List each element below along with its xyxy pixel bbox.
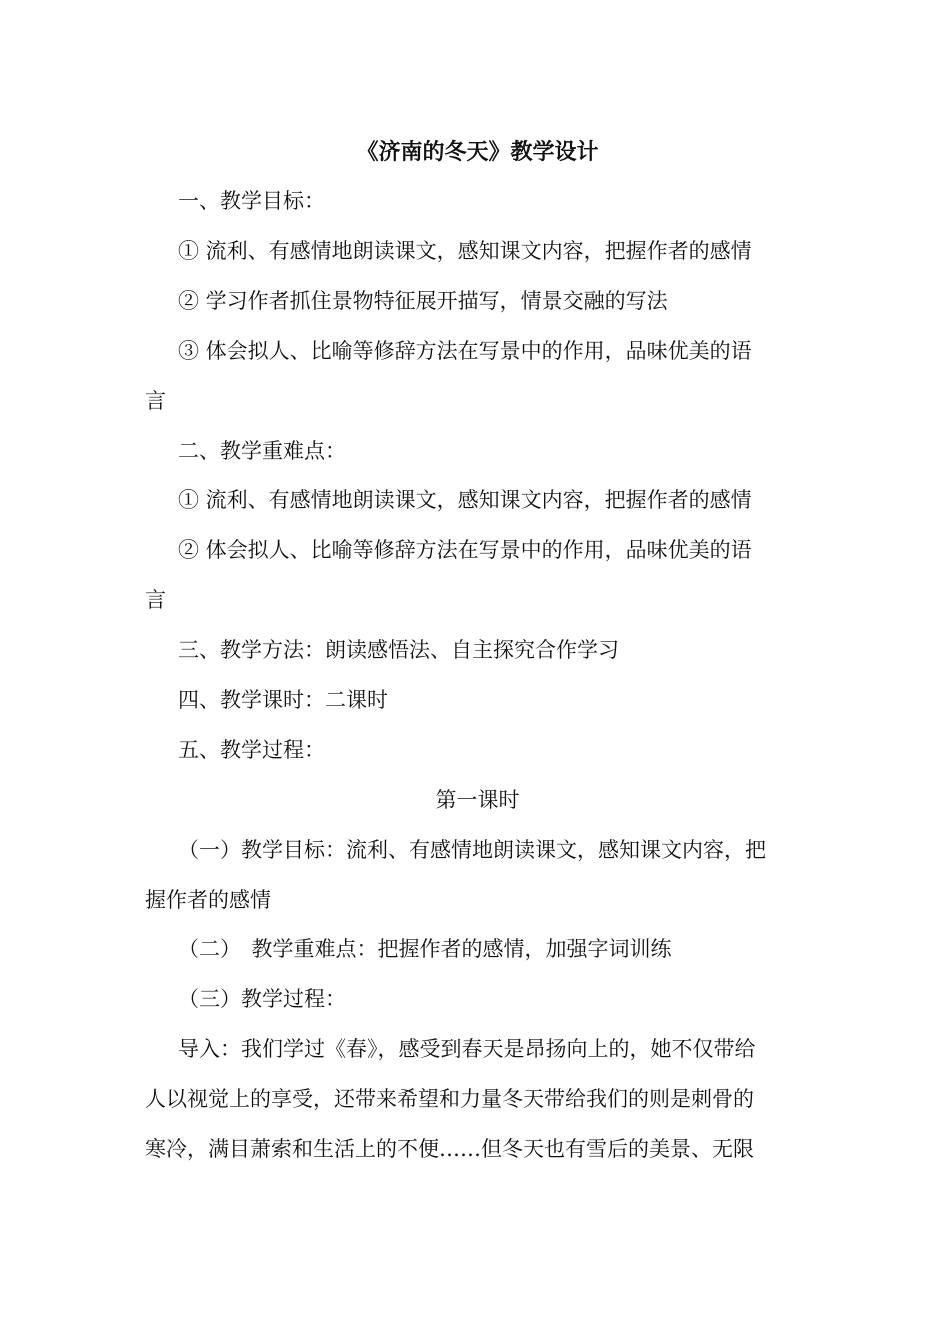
lesson-objective-continued: 握作者的感情 <box>145 888 271 912</box>
section-heading-process: 五、教学过程： <box>178 738 325 762</box>
section-heading-objectives: 一、教学目标： <box>178 189 325 213</box>
objective-item-3-continued: 言 <box>145 389 166 413</box>
section-heading-key-points: 二、教学重难点： <box>178 439 346 463</box>
lesson-process-heading: （三）教学过程： <box>178 987 346 1011</box>
objective-item-2: ② 学习作者抓住景物特征展开描写，情景交融的写法 <box>178 289 668 313</box>
intro-paragraph-line-2: 人以视觉上的享受，还带来希望和力量冬天带给我们的则是刺骨的 <box>145 1087 754 1111</box>
intro-paragraph-line-1: 导入：我们学过《春》，感受到春天是昂扬向上的，她不仅带给 <box>178 1037 756 1061</box>
objective-item-3: ③ 体会拟人、比喻等修辞方法在写景中的作用，品味优美的语 <box>178 339 752 363</box>
lesson-key-points: （二） 教学重难点：把握作者的感情，加强字词训练 <box>178 937 672 961</box>
section-heading-methods: 三、教学方法：朗读感悟法、自主探究合作学习 <box>178 638 619 662</box>
lesson-objective: （一）教学目标：流利、有感情地朗读课文，感知课文内容，把 <box>178 838 766 862</box>
lesson-heading-first: 第一课时 <box>435 788 520 812</box>
key-point-item-2: ② 体会拟人、比喻等修辞方法在写景中的作用，品味优美的语 <box>178 538 752 562</box>
document-title: 《济南的冬天》教学设计 <box>356 139 599 165</box>
objective-item-1: ① 流利、有感情地朗读课文，感知课文内容，把握作者的感情 <box>178 239 752 263</box>
key-point-item-1: ① 流利、有感情地朗读课文，感知课文内容，把握作者的感情 <box>178 488 752 512</box>
key-point-item-2-continued: 言 <box>145 588 166 612</box>
section-heading-hours: 四、教学课时：二课时 <box>178 688 388 712</box>
intro-paragraph-line-3: 寒冷，满目萧索和生活上的不便……但冬天也有雪后的美景、无限 <box>145 1137 754 1161</box>
